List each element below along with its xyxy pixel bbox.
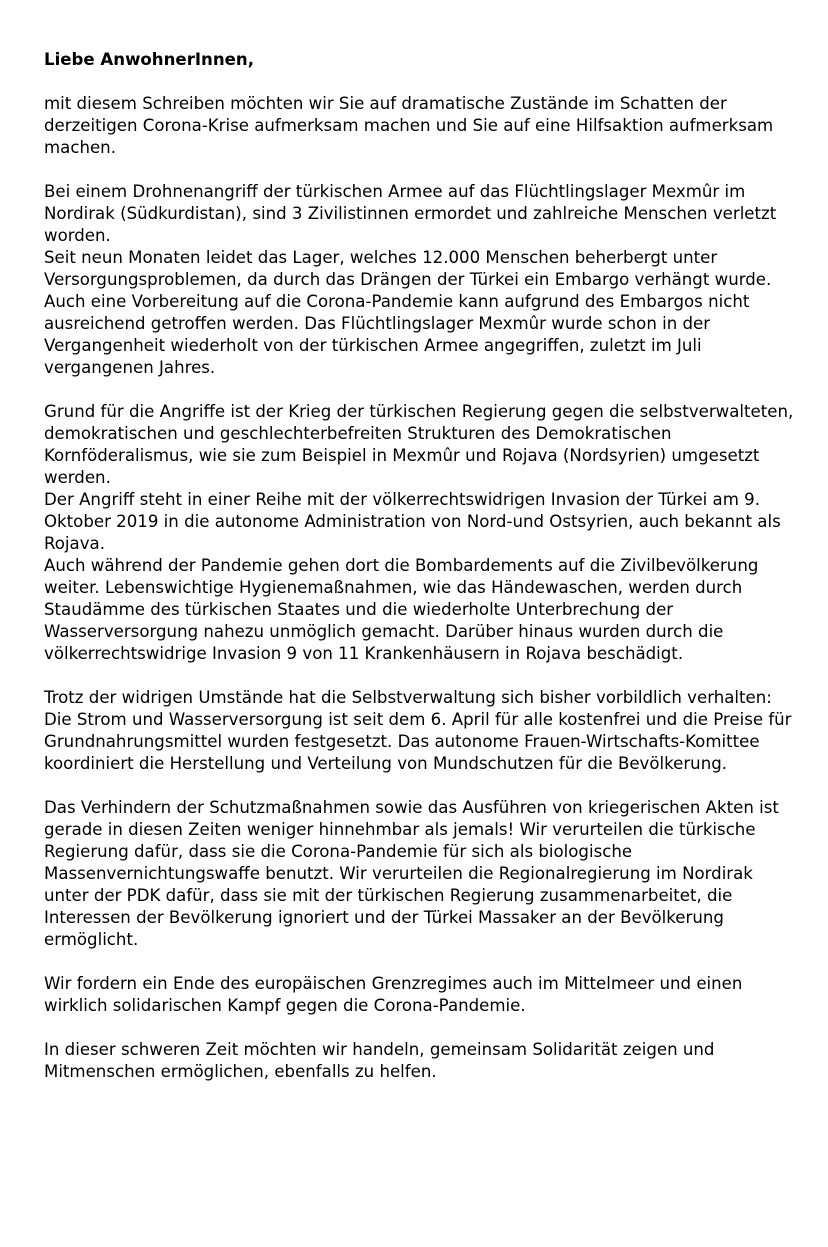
- letter-body: [44, 93, 804, 1083]
- paragraph-line: völkerrechtswidrige Invasion 9 von 11 Krankenhäusern in Rojava beschädigt.: [44, 644, 684, 663]
- paragraph-line: ausreichend getroffen werden. Das Flüchtlingslager Mexmûr wurde schon in der: [44, 314, 711, 333]
- paragraph-line: Auch eine Vorbereitung auf die Corona-Pandemie kann aufgrund des Embargos nicht: [44, 292, 750, 311]
- paragraph-line: Auch während der Pandemie gehen dort die Bombardements auf die Zivilbevölkerung: [44, 556, 759, 575]
- paragraph-line: Wasserversorgung nahezu unmöglich gemacht. Darüber hinaus wurden durch die: [44, 622, 724, 641]
- paragraph-line: Oktober 2019 in die autonome Administration von Nord-und Ostsyrien, auch bekannt als: [44, 512, 781, 531]
- letter-paragraph: [44, 973, 804, 1017]
- paragraph-line: vergangenen Jahres.: [44, 358, 216, 377]
- paragraph-line: unter der PDK dafür, dass sie mit der türkischen Regierung zusammenarbeitet, die: [44, 886, 733, 905]
- letter-paragraph: [44, 93, 804, 159]
- paragraph-line: In dieser schweren Zeit möchten wir handeln, gemeinsam Solidarität zeigen und: [44, 1040, 715, 1059]
- letter-paragraph: [44, 401, 804, 665]
- paragraph-line: Nordirak (Südkurdistan), sind 3 Zivilistinnen ermordet und zahlreiche Menschen verletzt: [44, 204, 777, 223]
- letter-paragraph: [44, 687, 804, 775]
- paragraph-line: Der Angriff steht in einer Reihe mit der völkerrechtswidrigen Invasion der Türkei am 9.: [44, 490, 760, 509]
- paragraph-line: Das Verhindern der Schutzmaßnahmen sowie das Ausführen von kriegerischen Akten ist: [44, 798, 779, 817]
- paragraph-line: Wir fordern ein Ende des europäischen Grenzregimes auch im Mittelmeer und einen: [44, 974, 743, 993]
- letter-page: [44, 49, 804, 1105]
- paragraph-line: werden.: [44, 468, 111, 487]
- paragraph-line: koordiniert die Herstellung und Verteilung von Mundschutzen für die Bevölkerung.: [44, 754, 728, 773]
- paragraph-line: Rojava.: [44, 534, 105, 553]
- paragraph-line: Versorgungsproblemen, da durch das Drängen der Türkei ein Embargo verhängt wurde.: [44, 270, 772, 289]
- paragraph-line: Massenvernichtungswaffe benutzt. Wir verurteilen die Regionalregierung im Nordirak: [44, 864, 753, 883]
- letter-paragraph: [44, 797, 804, 951]
- paragraph-line: Vergangenheit wiederholt von der türkischen Armee angegriffen, zuletzt im Juli: [44, 336, 702, 355]
- letter-greeting: Liebe AnwohnerInnen,: [44, 50, 255, 69]
- paragraph-line: Bei einem Drohnenangriff der türkischen Armee auf das Flüchtlingslager Mexmûr im: [44, 182, 746, 201]
- letter-paragraph: [44, 181, 804, 379]
- paragraph-line: worden.: [44, 226, 111, 245]
- paragraph-line: gerade in diesen Zeiten weniger hinnehmbar als jemals! Wir verurteilen die türkische: [44, 820, 756, 839]
- paragraph-line: Staudämme des türkischen Staates und die wiederholte Unterbrechung der: [44, 600, 674, 619]
- paragraph-line: mit diesem Schreiben möchten wir Sie auf dramatische Zustände im Schatten der: [44, 94, 727, 113]
- paragraph-line: Seit neun Monaten leidet das Lager, welches 12.000 Menschen beherbergt unter: [44, 248, 718, 267]
- paragraph-line: Die Strom und Wasserversorgung ist seit dem 6. April für alle kostenfrei und die Preise für: [44, 710, 792, 729]
- paragraph-line: weiter. Lebenswichtige Hygienemaßnahmen, wie das Händewaschen, werden durch: [44, 578, 743, 597]
- paragraph-line: derzeitigen Corona-Krise aufmerksam machen und Sie auf eine Hilfsaktion aufmerksam: [44, 116, 774, 135]
- paragraph-line: Trotz der widrigen Umstände hat die Selbstverwaltung sich bisher vorbildlich verhalten:: [44, 688, 772, 707]
- paragraph-line: wirklich solidarischen Kampf gegen die Corona-Pandemie.: [44, 996, 526, 1015]
- paragraph-line: Kornföderalismus, wie sie zum Beispiel in Mexmûr und Rojava (Nordsyrien) umgesetzt: [44, 446, 760, 465]
- paragraph-line: ermöglicht.: [44, 930, 139, 949]
- paragraph-line: Grundnahrungsmittel wurden festgesetzt. Das autonome Frauen-Wirtschafts-Komittee: [44, 732, 760, 751]
- paragraph-line: Interessen der Bevölkerung ignoriert und der Türkei Massaker an der Bevölkerung: [44, 908, 724, 927]
- paragraph-line: Mitmenschen ermöglichen, ebenfalls zu helfen.: [44, 1062, 437, 1081]
- paragraph-line: demokratischen und geschlechterbefreiten Strukturen des Demokratischen: [44, 424, 672, 443]
- paragraph-line: Grund für die Angriffe ist der Krieg der türkischen Regierung gegen die selbstverwalteten,: [44, 402, 794, 421]
- letter-paragraph: [44, 1039, 804, 1083]
- paragraph-line: machen.: [44, 138, 116, 157]
- paragraph-line: Regierung dafür, dass sie die Corona-Pandemie für sich als biologische: [44, 842, 633, 861]
